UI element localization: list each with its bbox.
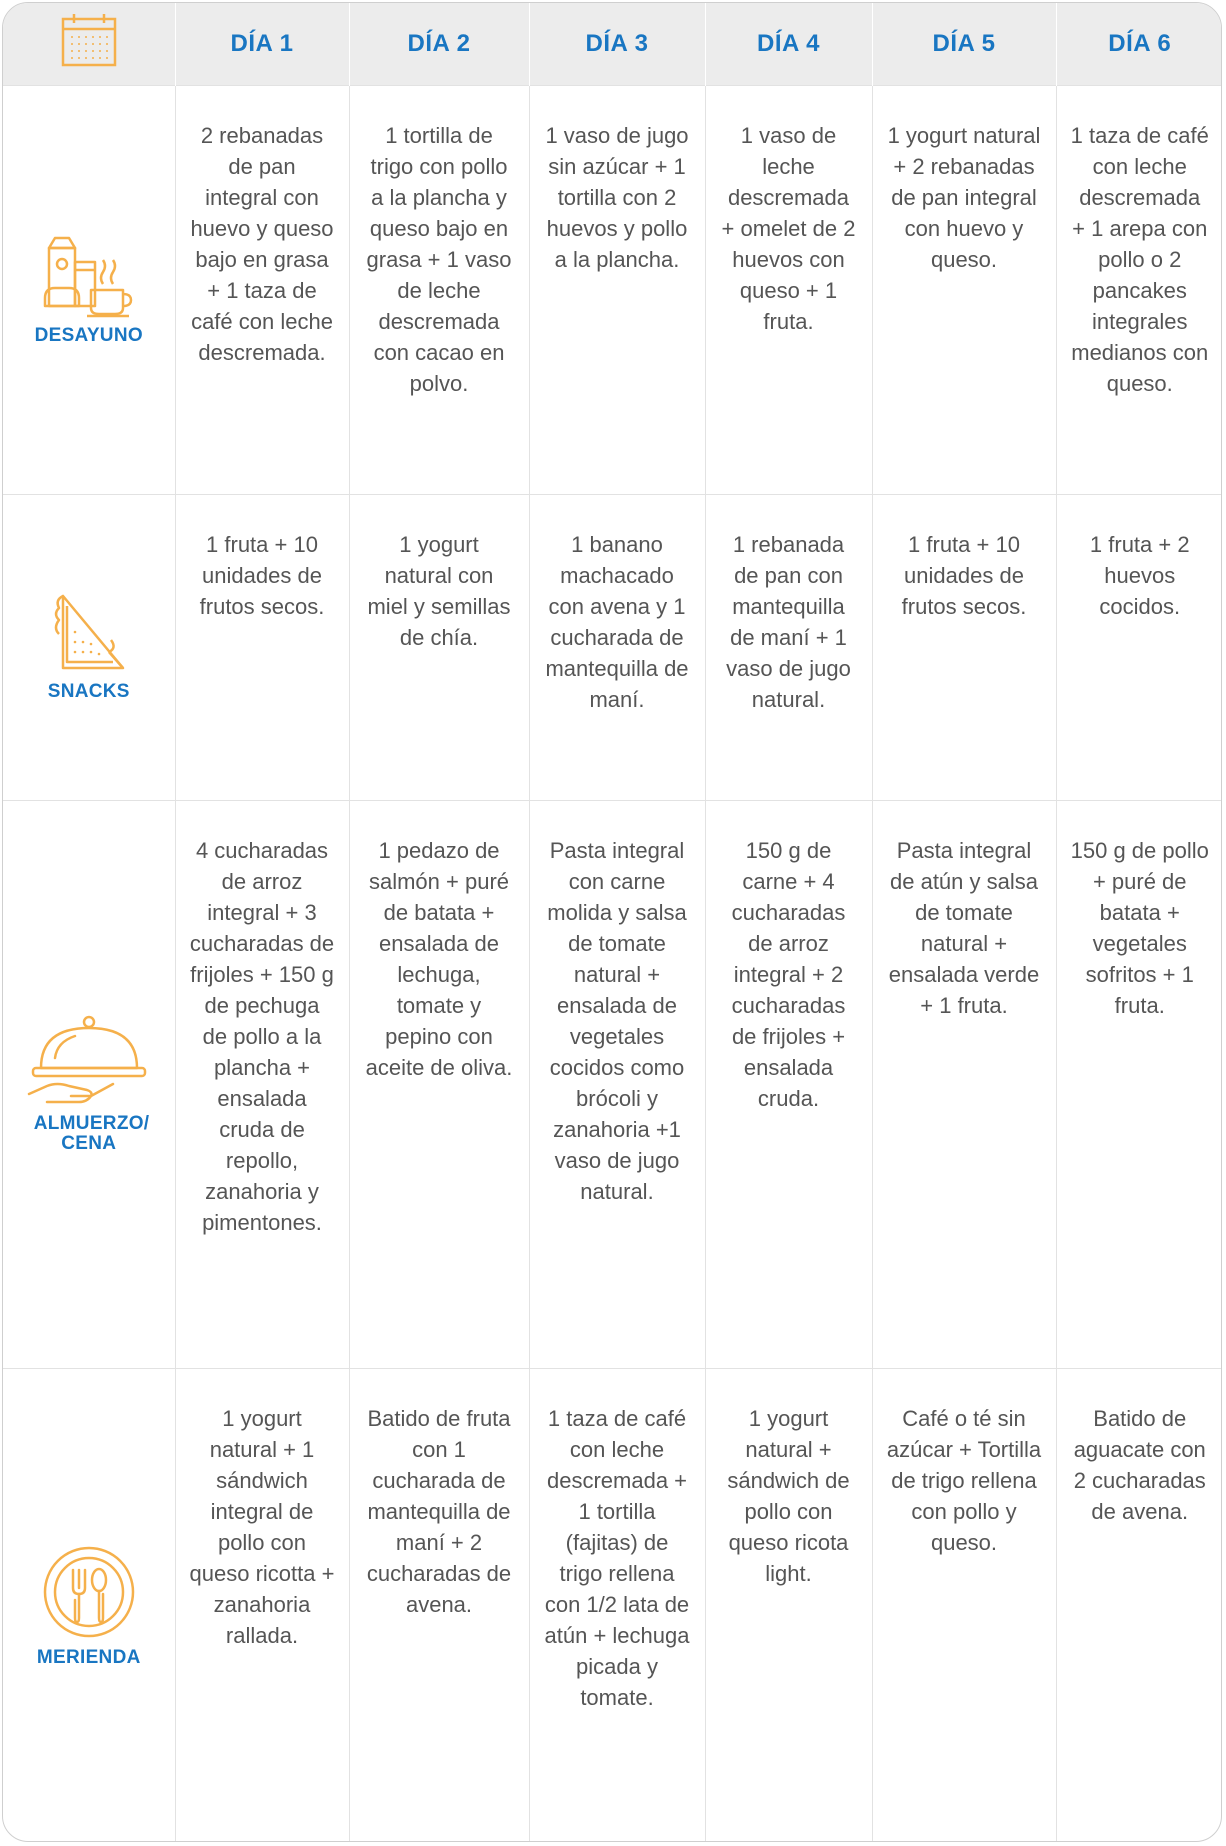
day-header: DÍA 3 (529, 3, 705, 85)
meal-cell (529, 800, 705, 1368)
meal-label: SNACKS (47, 681, 130, 702)
breakfast-icon (43, 234, 135, 318)
meal-cell-text: 150 g de carne + 4 cucharadas de arroz integral + 2 cucharadas de frijoles + ensalada cruda. (731, 837, 846, 1111)
meal-cell-text: 4 cucharadas de arroz integral + 3 cucharadas de frijoles + 150 g de pechuga de pollo a la plancha + ensalada cruda de repollo, zanahoria y pimentones. (189, 837, 335, 1235)
meal-row-merienda (3, 1368, 1222, 1842)
meal-cell (529, 494, 705, 800)
meal-plan-table-frame (2, 2, 1222, 1842)
calendar-header-cell (3, 3, 175, 85)
meal-cell (872, 85, 1056, 494)
meal-cell-text: 1 taza de café con leche descremada + 1 tortilla (fajitas) de trigo rellena con 1/2 lata de atún + lechuga picada y tomate. (544, 1405, 690, 1710)
meal-cell (1056, 494, 1222, 800)
meal-cell (175, 800, 349, 1368)
day-header: DÍA 6 (1108, 29, 1172, 57)
meal-cell (705, 85, 872, 494)
fork-spoon-plate-icon (41, 1544, 137, 1640)
meal-cell (349, 1368, 529, 1842)
meal-cell-text: 1 taza de café con leche descremada + 1 arepa con pollo o 2 pancakes integrales medianos con queso. (1070, 122, 1209, 396)
meal-label: ALMUERZO/ CENA (33, 1113, 150, 1154)
sandwich-icon (49, 592, 129, 674)
meal-cell (872, 1368, 1056, 1842)
meal-cell-text: 1 yogurt natural + 1 sándwich integral de pollo con queso ricotta + zanahoria rallada. (189, 1405, 335, 1648)
calendar-icon (60, 11, 118, 69)
meal-cell (872, 800, 1056, 1368)
meal-cell (705, 800, 872, 1368)
meal-cell (175, 1368, 349, 1842)
meal-row-snacks (3, 494, 1222, 800)
meal-cell-text: Pasta integral con carne molida y salsa de tomate natural + ensalada de vegetales cocidos como brócoli y zanahoria +1 vaso de jugo natural. (547, 837, 687, 1204)
meal-label-cell (3, 85, 175, 494)
meal-cell (1056, 800, 1222, 1368)
meal-cell-text: 1 rebanada de pan con mantequilla de maní + 1 vaso de jugo natural. (726, 531, 851, 712)
meal-cell (872, 494, 1056, 800)
meal-cell (1056, 85, 1222, 494)
meal-plan-table (3, 3, 1222, 1842)
day-header: DÍA 1 (175, 3, 349, 85)
meal-cell-text: 1 yogurt natural + 2 rebanadas de pan integral con huevo y queso. (887, 122, 1041, 272)
meal-cell-text: 1 fruta + 10 unidades de frutos secos. (901, 531, 1027, 619)
day-header: DÍA 4 (705, 3, 872, 85)
header-row (3, 3, 1222, 85)
day-header: DÍA 5 (872, 3, 1056, 85)
meal-label-cell (3, 800, 175, 1368)
meal-cell (705, 494, 872, 800)
meal-cell (349, 494, 529, 800)
day-header: DÍA 2 (349, 3, 529, 85)
meal-cell-text: 1 tortilla de trigo con pollo a la plancha y queso bajo en grasa + 1 vaso de leche descremada con cacao en polvo. (366, 122, 512, 396)
meal-cell-text: Pasta integral de atún y salsa de tomate natural + ensalada verde + 1 fruta. (888, 837, 1040, 1018)
meal-cell (529, 85, 705, 494)
meal-cell (529, 1368, 705, 1842)
meal-cell-text: 1 vaso de leche descremada + omelet de 2 huevos con queso + 1 fruta. (721, 122, 856, 334)
meal-cell-text: 150 g de pollo + puré de batata + vegetales sofritos + 1 fruta. (1070, 837, 1209, 1018)
meal-cell (175, 494, 349, 800)
meal-cell-text: 1 fruta + 10 unidades de frutos secos. (199, 531, 325, 619)
meal-cell-text: 2 rebanadas de pan integral con huevo y queso bajo en grasa + 1 taza de café con leche descremada. (190, 122, 334, 365)
meal-cell-text: 1 fruta + 2 huevos cocidos. (1089, 531, 1190, 619)
meal-cell-text: 1 vaso de jugo sin azúcar + 1 tortilla con 2 huevos y pollo a la plancha. (545, 122, 689, 272)
meal-label-cell (3, 494, 175, 800)
meal-cell-text: 1 pedazo de salmón + puré de batata + ensalada de lechuga, tomate y pepino con aceite de oliva. (365, 837, 513, 1080)
meal-cell-text: Batido de aguacate con 2 cucharadas de avena. (1073, 1405, 1206, 1524)
meal-row-desayuno (3, 85, 1222, 494)
meal-cell (705, 1368, 872, 1842)
meal-cell-text: 1 yogurt natural + sándwich de pollo con queso ricota light. (727, 1405, 850, 1586)
meal-label: DESAYUNO (34, 324, 143, 346)
meal-cell-text: Batido de fruta con 1 cucharada de mantequilla de maní + 2 cucharadas de avena. (366, 1405, 512, 1617)
meal-cell-text: 1 banano machacado con avena y 1 cucharada de mantequilla de maní. (545, 531, 689, 712)
meal-cell (349, 85, 529, 494)
meal-cell-text: Café o té sin azúcar + Tortilla de trigo rellena con pollo y queso. (886, 1405, 1042, 1555)
meal-label-cell (3, 1368, 175, 1842)
meal-cell (1056, 1368, 1222, 1842)
meal-row-almuerzo-cena (3, 800, 1222, 1368)
meal-cell (175, 85, 349, 494)
meal-cell-text: 1 yogurt natural con miel y semillas de chía. (367, 531, 511, 650)
cloche-icon (27, 1014, 151, 1106)
meal-cell (349, 800, 529, 1368)
meal-label: MERIENDA (36, 1646, 141, 1668)
